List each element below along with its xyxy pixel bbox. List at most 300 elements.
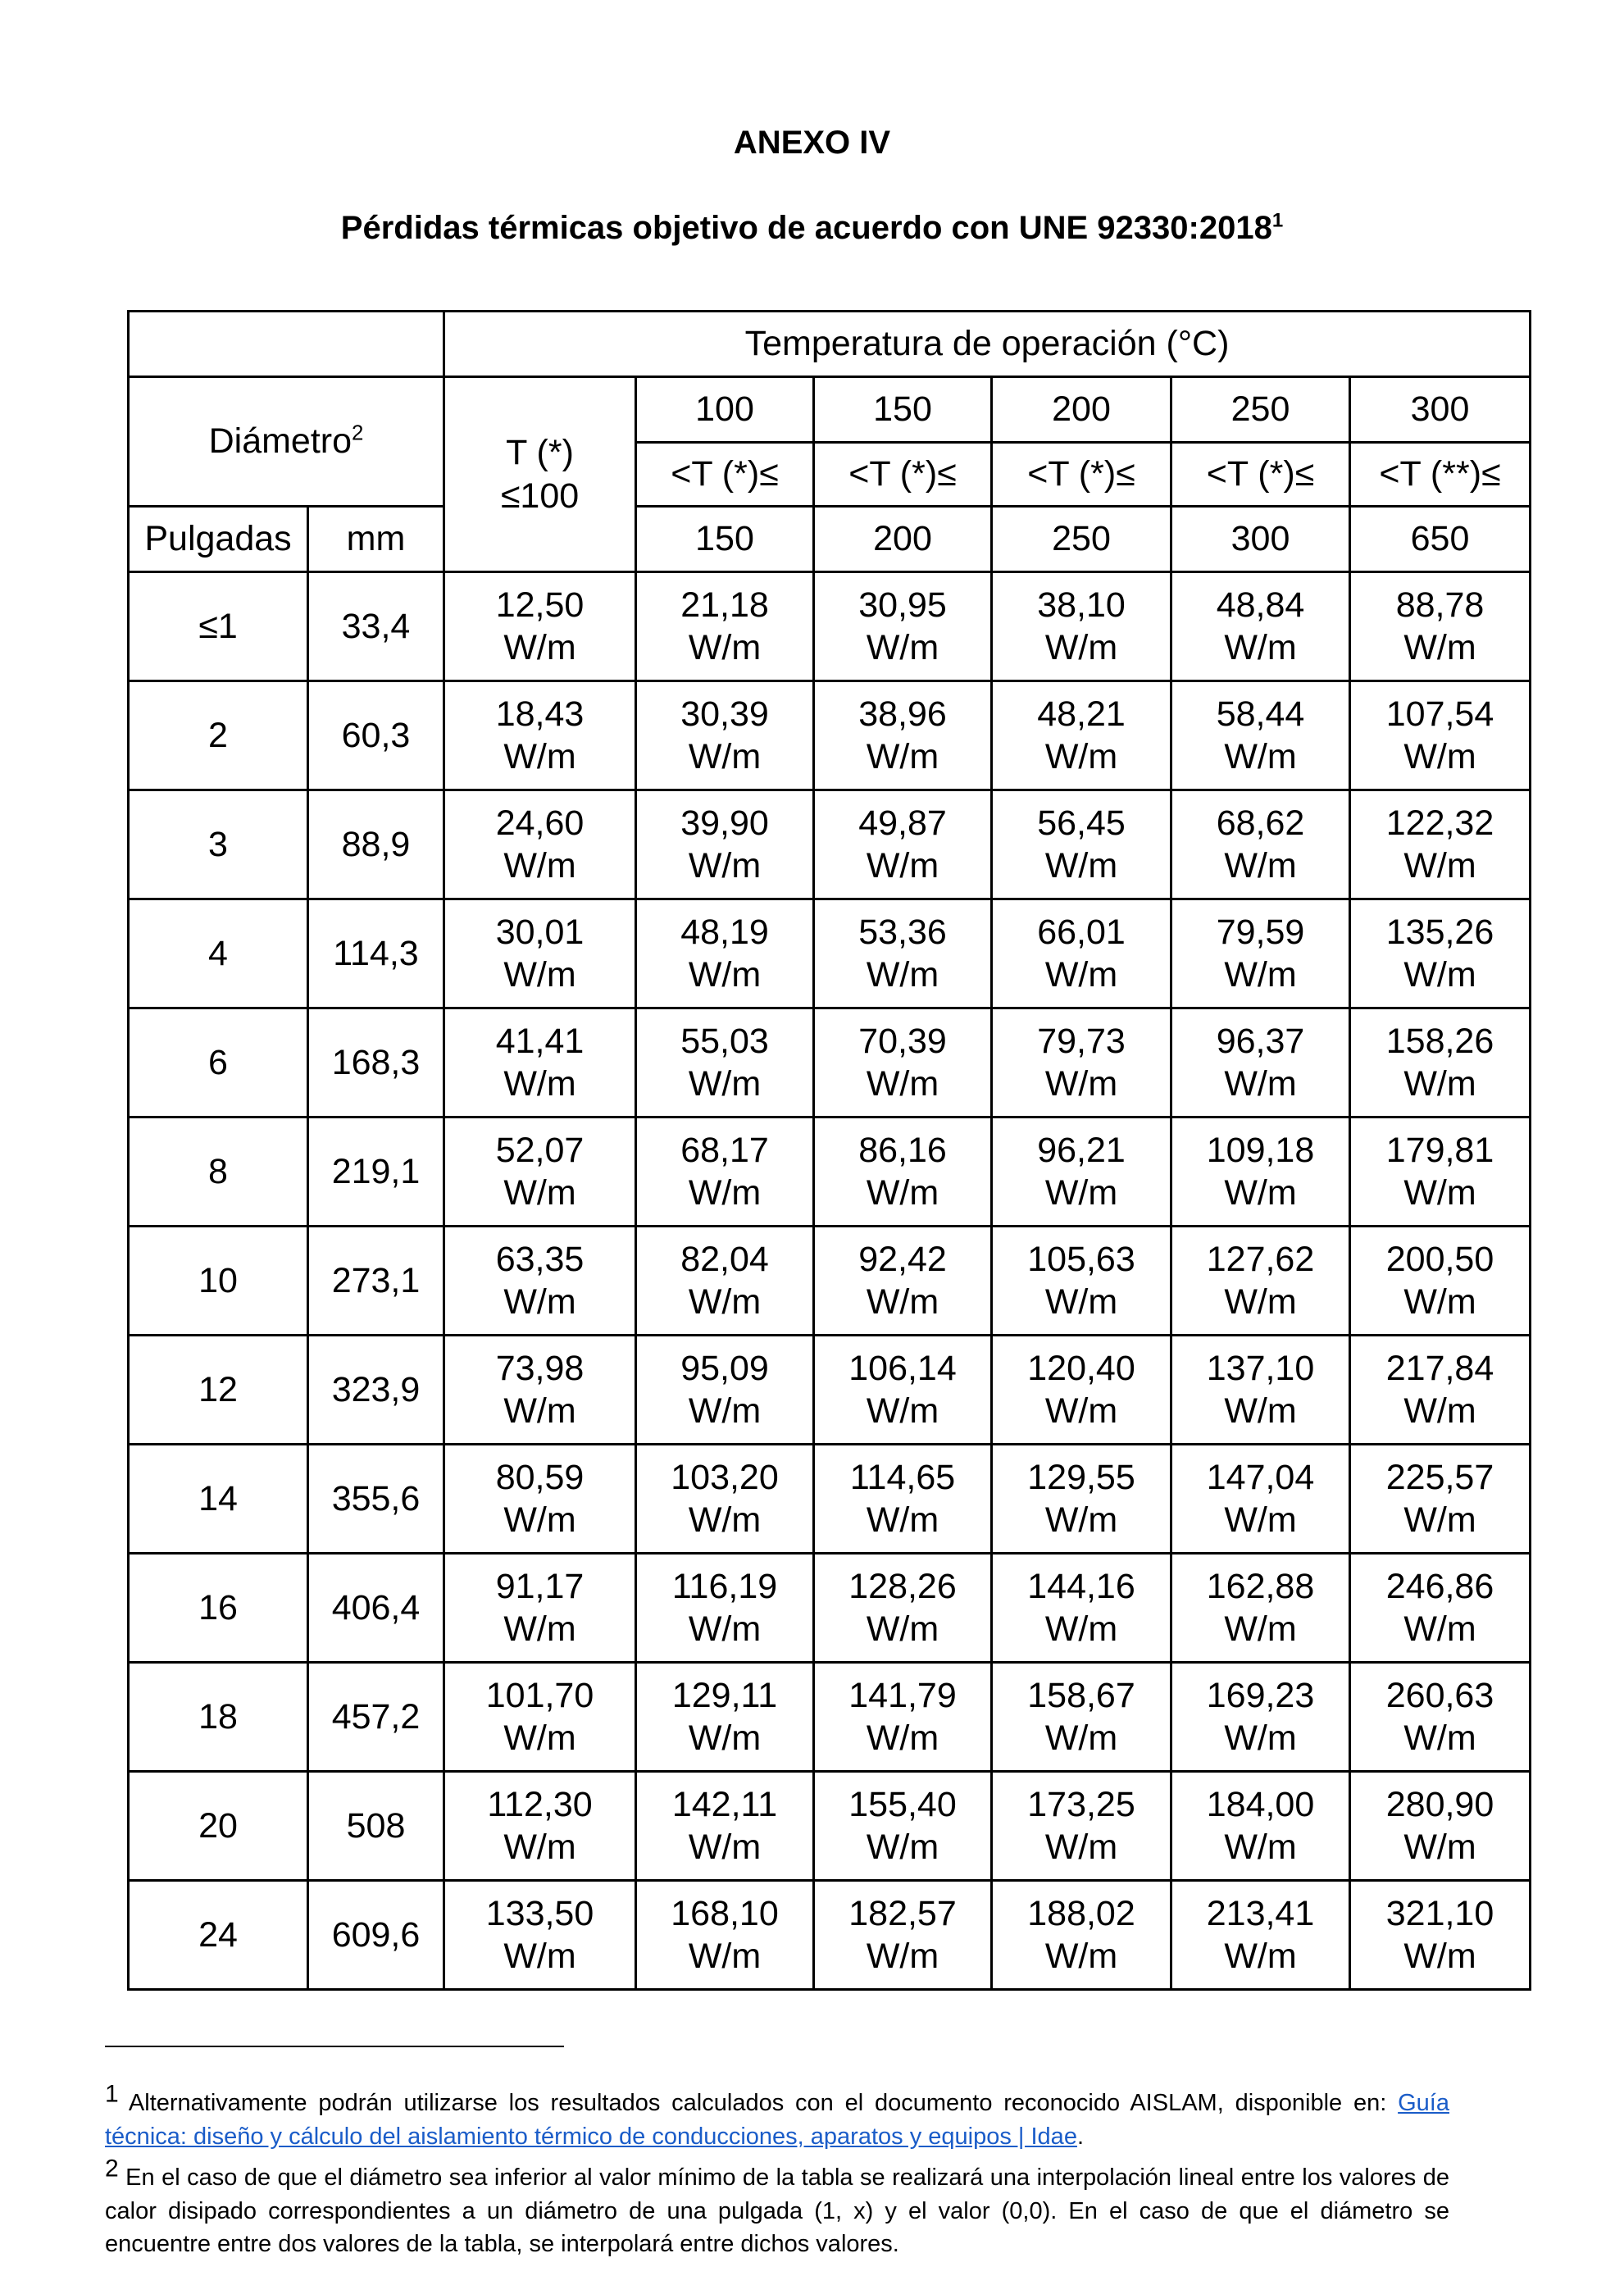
heat-loss-cell (1350, 1554, 1531, 1663)
heat-loss-cell (444, 790, 636, 899)
heat-loss-cell (1350, 681, 1531, 790)
heat-loss-cell (1171, 1336, 1350, 1445)
heat-loss-unit: W/m (1403, 1609, 1476, 1649)
heat-loss-unit: W/m (1044, 1064, 1118, 1104)
heat-loss-value: 63,35 (495, 1239, 585, 1279)
heat-loss-cell (992, 1881, 1171, 1990)
heat-loss-cell (1171, 681, 1350, 790)
heat-loss-cell (992, 572, 1171, 681)
heat-loss-unit: W/m (503, 846, 576, 885)
heat-loss-value: 82,04 (680, 1239, 769, 1279)
heat-loss-unit: W/m (1403, 955, 1476, 995)
heat-loss-cell (444, 1445, 636, 1554)
pulgadas-cell: 3 (129, 790, 308, 899)
table-row (129, 1336, 1531, 1445)
range-to-cell: 250 (992, 507, 1171, 572)
heat-loss-unit: W/m (1403, 737, 1476, 776)
heat-loss-value: 260,63 (1385, 1675, 1494, 1715)
heat-loss-unit: W/m (688, 1937, 762, 1976)
heat-loss-cell (992, 1118, 1171, 1227)
heat-loss-value: 18,43 (495, 694, 585, 734)
heat-loss-cell (992, 790, 1171, 899)
heat-loss-value: 30,95 (858, 585, 947, 625)
heat-loss-unit: W/m (688, 1391, 762, 1431)
heat-loss-value: 91,17 (495, 1566, 585, 1606)
range-to-cell: 200 (814, 507, 992, 572)
pulgadas-cell: 20 (129, 1772, 308, 1881)
diametro-header: Diámetro$^2$ (129, 377, 444, 507)
heat-loss-cell (814, 899, 992, 1008)
heat-loss-cell (1350, 1336, 1531, 1445)
heat-loss-cell (636, 790, 814, 899)
heat-loss-unit: W/m (1044, 737, 1118, 776)
heat-loss-value: 106,14 (848, 1348, 957, 1388)
heat-loss-cell (1171, 1118, 1350, 1227)
heat-loss-cell (636, 1445, 814, 1554)
table-row (129, 790, 1531, 899)
mm-cell: 609,6 (308, 1881, 444, 1990)
heat-loss-table (127, 310, 1531, 1991)
pulgadas-cell: 4 (129, 899, 308, 1008)
heat-loss-value: 96,21 (1037, 1130, 1126, 1170)
heat-loss-unit: W/m (503, 1609, 576, 1649)
heat-loss-cell (814, 1008, 992, 1118)
heat-loss-cell (992, 1445, 1171, 1554)
heat-loss-unit: W/m (1044, 1718, 1118, 1758)
heat-loss-unit: W/m (1044, 955, 1118, 995)
heat-loss-value: 68,62 (1216, 803, 1305, 843)
table-row (129, 1118, 1531, 1227)
mm-cell: 323,9 (308, 1336, 444, 1445)
table-row (129, 572, 1531, 681)
heat-loss-unit: W/m (1044, 1937, 1118, 1976)
pulgadas-cell: 2 (129, 681, 308, 790)
range-op-cell: <T (**)≤ (1350, 443, 1531, 507)
heat-loss-cell (444, 1336, 636, 1445)
heat-loss-value: 79,59 (1216, 912, 1305, 952)
heat-loss-cell (636, 1663, 814, 1772)
table-row (129, 1554, 1531, 1663)
heat-loss-unit: W/m (1224, 1718, 1297, 1758)
heat-loss-unit: W/m (866, 628, 939, 667)
heat-loss-value: 53,36 (858, 912, 947, 952)
heat-loss-cell (814, 1445, 992, 1554)
heat-loss-unit: W/m (1044, 1282, 1118, 1322)
table-row (129, 1663, 1531, 1772)
heat-loss-value: 147,04 (1206, 1457, 1315, 1497)
heat-loss-unit: W/m (1044, 628, 1118, 667)
heat-loss-value: 144,16 (1027, 1566, 1135, 1606)
heat-loss-unit: W/m (688, 737, 762, 776)
heat-loss-cell (444, 1663, 636, 1772)
heat-loss-unit: W/m (503, 1064, 576, 1104)
heat-loss-value: 182,57 (848, 1893, 957, 1933)
heat-loss-value: 188,02 (1027, 1893, 1135, 1933)
annex-title: ANEXO IV (733, 125, 891, 161)
heat-loss-value: 79,73 (1037, 1021, 1126, 1061)
heat-loss-cell (1171, 1663, 1350, 1772)
pulgadas-cell: 16 (129, 1554, 308, 1663)
heat-loss-value: 107,54 (1385, 694, 1494, 734)
heat-loss-value: 169,23 (1206, 1675, 1315, 1715)
heat-loss-cell (1350, 1227, 1531, 1336)
heat-loss-value: 48,19 (680, 912, 769, 952)
heat-loss-unit: W/m (503, 1828, 576, 1867)
heat-loss-value: 70,39 (858, 1021, 947, 1061)
pulgadas-cell: 14 (129, 1445, 308, 1554)
heat-loss-cell (444, 1118, 636, 1227)
mm-cell: 114,3 (308, 899, 444, 1008)
heat-loss-unit: W/m (503, 955, 576, 995)
heat-loss-cell (1350, 1008, 1531, 1118)
heat-loss-unit: W/m (1224, 1609, 1297, 1649)
pulgadas-cell: 18 (129, 1663, 308, 1772)
heat-loss-unit: W/m (1224, 737, 1297, 776)
pulgadas-cell: 8 (129, 1118, 308, 1227)
heat-loss-value: 162,88 (1206, 1566, 1315, 1606)
heat-loss-value: 30,01 (495, 912, 585, 952)
heat-loss-cell (1171, 1445, 1350, 1554)
heat-loss-cell (636, 681, 814, 790)
table-row (129, 899, 1531, 1008)
heat-loss-unit: W/m (688, 846, 762, 885)
heat-loss-value: 122,32 (1385, 803, 1494, 843)
pulgadas-cell: 12 (129, 1336, 308, 1445)
heat-loss-cell (814, 1227, 992, 1336)
heat-loss-cell (814, 1663, 992, 1772)
range-op-cell: <T (*)≤ (814, 443, 992, 507)
heat-loss-value: 30,39 (680, 694, 769, 734)
range-from-cell: 250 (1171, 377, 1350, 443)
heat-loss-value: 280,90 (1385, 1784, 1494, 1824)
table-row (129, 1008, 1531, 1118)
heat-loss-value: 73,98 (495, 1348, 585, 1388)
footnote-1: 1 Alternativamente podrán utilizarse los resultados calculados con el documento reconocido AISLAM, disponible en: Guía técnica: diseño y cálculo del aislamiento térmico de conducciones, aparatos y equipos | Idae. (105, 2080, 1449, 2150)
heat-loss-value: 103,20 (671, 1457, 779, 1497)
header-row-1 (129, 312, 1531, 377)
heat-loss-unit: W/m (1224, 628, 1297, 667)
range-op-cell: <T (*)≤ (1171, 443, 1350, 507)
heat-loss-value: 158,26 (1385, 1021, 1494, 1061)
heat-loss-cell (814, 1118, 992, 1227)
heat-loss-cell (814, 1554, 992, 1663)
heat-loss-value: 56,45 (1037, 803, 1126, 843)
heat-loss-cell (992, 1663, 1171, 1772)
heat-loss-value: 141,79 (848, 1675, 957, 1715)
mm-cell: 60,3 (308, 681, 444, 790)
heat-loss-unit: W/m (1044, 1173, 1118, 1213)
heat-loss-value: 173,25 (1027, 1784, 1135, 1824)
heat-loss-cell (1171, 1554, 1350, 1663)
heat-loss-unit: W/m (1044, 846, 1118, 885)
heat-loss-unit: W/m (866, 1282, 939, 1322)
heat-loss-cell (1350, 572, 1531, 681)
diametro-footnote-ref: 2 (352, 421, 364, 445)
heat-loss-unit: W/m (866, 1173, 939, 1213)
heat-loss-cell (1171, 790, 1350, 899)
heat-loss-value: 137,10 (1206, 1348, 1315, 1388)
heat-loss-unit: W/m (688, 1173, 762, 1213)
heat-loss-cell (814, 1772, 992, 1881)
heat-loss-unit: W/m (1403, 1500, 1476, 1540)
heat-loss-unit: W/m (688, 1064, 762, 1104)
heat-loss-cell (992, 1772, 1171, 1881)
heat-loss-cell (814, 1336, 992, 1445)
heat-loss-unit: W/m (1403, 628, 1476, 667)
guia-tecnica-link[interactable]: Guía técnica: diseño y cálculo del aislamiento térmico de conducciones, aparatos y equipos | Idae (105, 2090, 1449, 2150)
heat-loss-unit: W/m (866, 1718, 939, 1758)
heat-loss-cell (1171, 1772, 1350, 1881)
heat-loss-value: 49,87 (858, 803, 947, 843)
range-to-cell: 150 (636, 507, 814, 572)
heat-loss-value: 80,59 (495, 1457, 585, 1497)
empty-corner-cell (129, 312, 444, 377)
heat-loss-unit: W/m (1044, 1609, 1118, 1649)
heat-loss-unit: W/m (866, 955, 939, 995)
heat-loss-unit: W/m (1224, 1173, 1297, 1213)
heat-loss-unit: W/m (866, 737, 939, 776)
heat-loss-cell (814, 1881, 992, 1990)
heat-loss-unit: W/m (688, 1718, 762, 1758)
heat-loss-cell (1350, 1772, 1531, 1881)
heat-loss-cell (1350, 1118, 1531, 1227)
heat-loss-unit: W/m (1224, 1500, 1297, 1540)
header-row-2 (129, 377, 1531, 443)
heat-loss-cell (1171, 1008, 1350, 1118)
heat-loss-cell (444, 899, 636, 1008)
heat-loss-unit: W/m (503, 1282, 576, 1322)
header-row-4 (129, 507, 1531, 572)
table-row (129, 681, 1531, 790)
heat-loss-value: 158,67 (1027, 1675, 1135, 1715)
heat-loss-value: 92,42 (858, 1239, 947, 1279)
heat-loss-cell (636, 899, 814, 1008)
table-row (129, 1227, 1531, 1336)
heat-loss-value: 52,07 (495, 1130, 585, 1170)
heat-loss-value: 68,17 (680, 1130, 769, 1170)
heat-loss-cell (636, 1336, 814, 1445)
pulgadas-cell: 24 (129, 1881, 308, 1990)
heat-loss-cell (444, 1227, 636, 1336)
heat-loss-value: 120,40 (1027, 1348, 1135, 1388)
range-from-cell: 200 (992, 377, 1171, 443)
heat-loss-value: 21,18 (680, 585, 769, 625)
heat-loss-unit: W/m (1224, 1937, 1297, 1976)
heat-loss-unit: W/m (1044, 1828, 1118, 1867)
heat-loss-value: 200,50 (1385, 1239, 1494, 1279)
heat-loss-unit: W/m (866, 1064, 939, 1104)
heat-loss-value: 38,10 (1037, 585, 1126, 625)
heat-loss-unit: W/m (688, 1609, 762, 1649)
heat-loss-unit: W/m (1044, 1500, 1118, 1540)
mm-cell: 168,3 (308, 1008, 444, 1118)
range-op-cell: <T (*)≤ (992, 443, 1171, 507)
heat-loss-value: 116,19 (671, 1566, 778, 1606)
pulgadas-cell: 6 (129, 1008, 308, 1118)
heat-loss-cell (814, 681, 992, 790)
mm-cell: 508 (308, 1772, 444, 1881)
heat-loss-value: 101,70 (485, 1675, 594, 1715)
heat-loss-unit: W/m (1403, 1282, 1476, 1322)
heat-loss-value: 129,11 (671, 1675, 778, 1715)
range-to-cell: 650 (1350, 507, 1531, 572)
heat-loss-value: 184,00 (1206, 1784, 1315, 1824)
heat-loss-cell (636, 572, 814, 681)
heat-loss-value: 86,16 (858, 1130, 947, 1170)
heat-loss-value: 24,60 (495, 803, 585, 843)
heat-loss-value: 48,84 (1216, 585, 1305, 625)
heat-loss-unit: W/m (1224, 846, 1297, 885)
heat-loss-cell (1171, 572, 1350, 681)
range-from-cell: 150 (814, 377, 992, 443)
heat-loss-unit: W/m (866, 1391, 939, 1431)
heat-loss-cell (1350, 899, 1531, 1008)
heat-loss-cell (1350, 1445, 1531, 1554)
heat-loss-cell (1171, 1227, 1350, 1336)
heat-loss-value: 58,44 (1216, 694, 1305, 734)
heat-loss-cell (992, 681, 1171, 790)
heat-loss-value: 246,86 (1385, 1566, 1494, 1606)
heat-loss-value: 38,96 (858, 694, 947, 734)
table-row (129, 1881, 1531, 1990)
heat-loss-unit: W/m (503, 1937, 576, 1976)
heat-loss-value: 88,78 (1395, 585, 1485, 625)
annex-subtitle: Pérdidas térmicas objetivo de acuerdo con UNE 92330:2018$^1$ (340, 209, 1284, 246)
pulgadas-cell: ≤1 (129, 572, 308, 681)
subtitle-footnote-ref: 1 (1271, 209, 1284, 232)
heat-loss-cell (814, 572, 992, 681)
heat-loss-value: 142,11 (671, 1784, 778, 1824)
heat-loss-unit: W/m (503, 628, 576, 667)
heat-loss-cell (636, 1118, 814, 1227)
heat-loss-value: 39,90 (680, 803, 769, 843)
heat-loss-unit: W/m (1403, 1391, 1476, 1431)
heat-loss-unit: W/m (503, 1500, 576, 1540)
heat-loss-cell (444, 1881, 636, 1990)
heat-loss-value: 48,21 (1037, 694, 1126, 734)
mm-cell: 355,6 (308, 1445, 444, 1554)
heat-loss-unit: W/m (1224, 955, 1297, 995)
pulgadas-cell: 10 (129, 1227, 308, 1336)
mm-cell: 457,2 (308, 1663, 444, 1772)
mm-cell: 33,4 (308, 572, 444, 681)
heat-loss-value: 105,63 (1027, 1239, 1135, 1279)
mm-cell: 273,1 (308, 1227, 444, 1336)
heat-loss-value: 321,10 (1385, 1893, 1494, 1933)
range-from-cell: 100 (636, 377, 814, 443)
heat-loss-unit: W/m (503, 1173, 576, 1213)
heat-loss-unit: W/m (688, 1500, 762, 1540)
heat-loss-unit: W/m (1403, 846, 1476, 885)
range-from-cell: 300 (1350, 377, 1531, 443)
heat-loss-cell (814, 790, 992, 899)
heat-loss-cell (992, 1554, 1171, 1663)
heat-loss-cell (1171, 1881, 1350, 1990)
range-to-cell: 300 (1171, 507, 1350, 572)
mm-header: mm (308, 507, 444, 572)
heat-loss-unit: W/m (1403, 1937, 1476, 1976)
heat-loss-unit: W/m (688, 1828, 762, 1867)
heat-loss-value: 112,30 (487, 1784, 593, 1824)
heat-loss-unit: W/m (866, 1500, 939, 1540)
heat-loss-value: 225,57 (1385, 1457, 1494, 1497)
mm-cell: 88,9 (308, 790, 444, 899)
footnotes (105, 2080, 1449, 2269)
heat-loss-value: 217,84 (1385, 1348, 1494, 1388)
heat-loss-cell (1350, 1881, 1531, 1990)
heat-loss-unit: W/m (1403, 1064, 1476, 1104)
heat-loss-cell (1350, 790, 1531, 899)
heat-loss-cell (636, 1554, 814, 1663)
heat-loss-value: 179,81 (1385, 1130, 1494, 1170)
heat-loss-unit: W/m (1044, 1391, 1118, 1431)
table-row (129, 1772, 1531, 1881)
footnote-separator (105, 2046, 564, 2047)
heat-loss-value: 41,41 (495, 1021, 585, 1061)
temperature-header: Temperatura de operación (°C) (444, 312, 1531, 377)
range-op-cell: <T (*)≤ (636, 443, 814, 507)
heat-loss-value: 12,50 (495, 585, 585, 625)
mm-cell: 219,1 (308, 1118, 444, 1227)
heat-loss-cell (636, 1227, 814, 1336)
heat-loss-unit: W/m (866, 1828, 939, 1867)
heat-loss-cell (636, 1008, 814, 1118)
heat-loss-unit: W/m (866, 1937, 939, 1976)
heat-loss-unit: W/m (1224, 1064, 1297, 1104)
heat-loss-unit: W/m (1403, 1718, 1476, 1758)
heat-loss-value: 96,37 (1216, 1021, 1305, 1061)
heat-loss-value: 168,10 (671, 1893, 779, 1933)
heat-loss-unit: W/m (1403, 1173, 1476, 1213)
heat-loss-unit: W/m (1224, 1282, 1297, 1322)
heat-loss-cell (992, 1008, 1171, 1118)
heat-loss-value: 55,03 (680, 1021, 769, 1061)
heat-loss-value: 127,62 (1206, 1239, 1315, 1279)
t-le100-header: T (*) ≤100 (444, 377, 636, 572)
heat-loss-value: 129,55 (1027, 1457, 1135, 1497)
heat-loss-value: 135,26 (1385, 912, 1494, 952)
heat-loss-value: 114,65 (849, 1457, 956, 1497)
heat-loss-cell (992, 1227, 1171, 1336)
heat-loss-unit: W/m (503, 1718, 576, 1758)
footnote-2: 2 En el caso de que el diámetro sea inferior al valor mínimo de la tabla se realizará una interpolación lineal entre los valores de calor disipado correspondientes a un diámetro de una pulgada (1, x) y el valor (0,0). En el caso de que el diámetro se encuentre entre dos valores de la tabla, se interpolará entre dichos valores. (105, 2155, 1449, 2258)
heat-loss-value: 155,40 (848, 1784, 957, 1824)
heat-loss-unit: W/m (688, 628, 762, 667)
heat-loss-value: 133,50 (485, 1893, 594, 1933)
heat-loss-value: 66,01 (1037, 912, 1126, 952)
table-row (129, 1445, 1531, 1554)
heat-loss-cell (444, 1008, 636, 1118)
heat-loss-unit: W/m (866, 846, 939, 885)
heat-loss-unit: W/m (688, 1282, 762, 1322)
pulgadas-header: Pulgadas (129, 507, 308, 572)
heat-loss-unit: W/m (866, 1609, 939, 1649)
heat-loss-cell (636, 1881, 814, 1990)
heat-loss-unit: W/m (503, 737, 576, 776)
heat-loss-cell (636, 1772, 814, 1881)
heat-loss-unit: W/m (503, 1391, 576, 1431)
heat-loss-unit: W/m (1224, 1828, 1297, 1867)
heat-loss-cell (1171, 899, 1350, 1008)
heat-loss-cell (444, 681, 636, 790)
heat-loss-value: 128,26 (848, 1566, 957, 1606)
heat-loss-cell (992, 1336, 1171, 1445)
heat-loss-cell (992, 899, 1171, 1008)
heat-loss-cell (1350, 1663, 1531, 1772)
heat-loss-unit: W/m (688, 955, 762, 995)
heat-loss-value: 109,18 (1206, 1130, 1315, 1170)
heat-loss-value: 213,41 (1206, 1893, 1315, 1933)
